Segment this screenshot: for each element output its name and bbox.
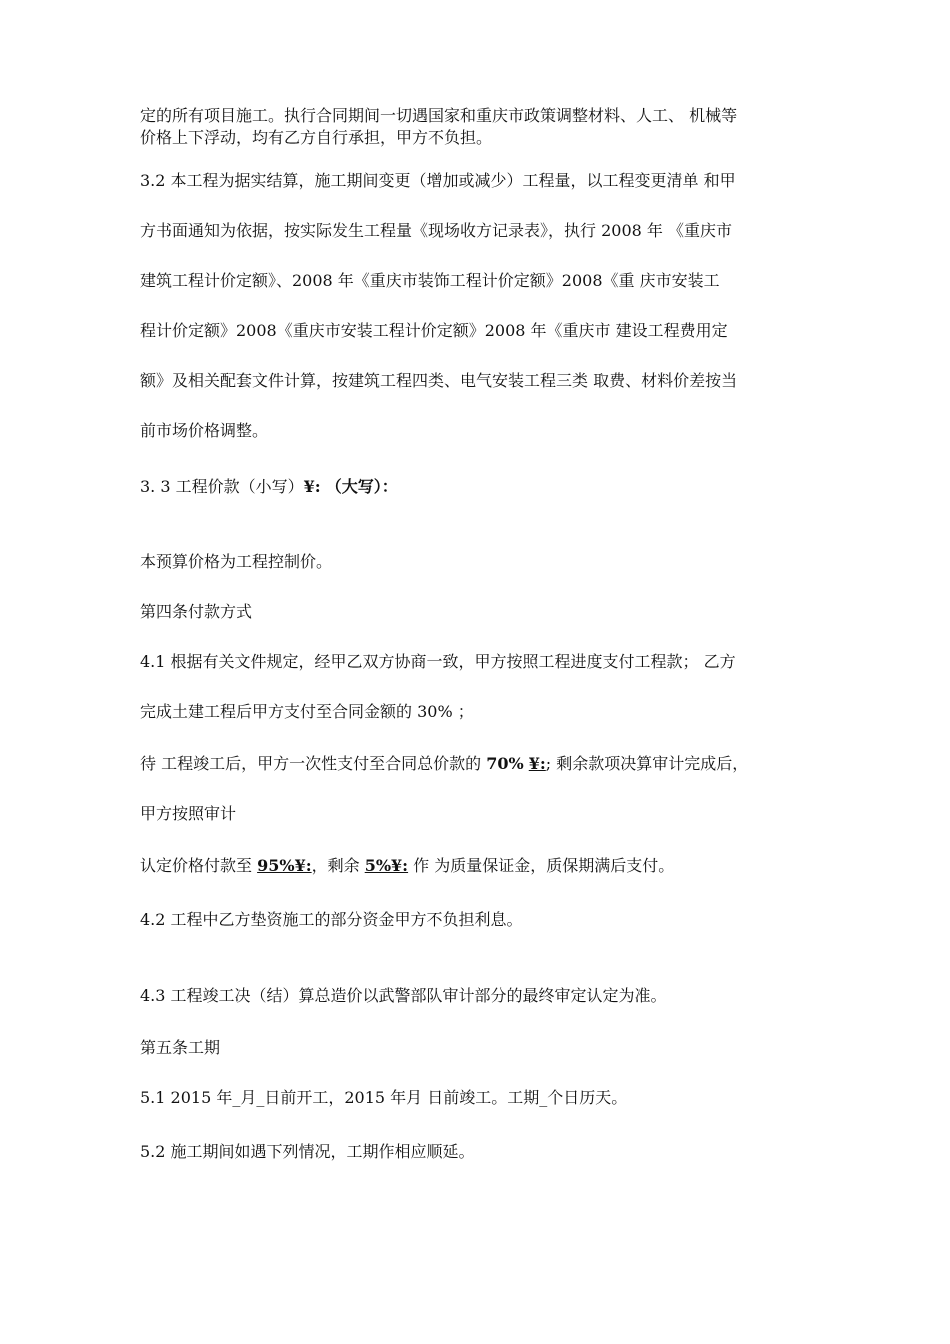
clause-3-2-line: 3.2 本工程为据实结算，施工期间变更（增加或减少）工程量，以工程变更清单 和甲 [140, 171, 736, 190]
paragraph-line: 定的所有项目施工。执行合同期间一切遇国家和重庆市政策调整材料、人工、 机械等 [140, 106, 738, 125]
settle-pct-95: 95%¥: [257, 856, 312, 875]
settle-pct-5: 5%¥: [364, 856, 409, 875]
settlement-line [140, 855, 674, 877]
paragraph-line: 额》及相关配套文件计算，按建筑工程四类、电气安装工程三类 取费、材料价差按当 [140, 371, 738, 390]
section-title-payment: 第四条付款方式 [140, 602, 253, 621]
payment-amount: ¥: [528, 754, 546, 773]
section-title-schedule: 第五条工期 [140, 1038, 221, 1057]
settle-prefix: 认定价格付款至 [140, 856, 258, 875]
paragraph-line: 建筑工程计价定额》、2008 年《重庆市装饰工程计价定额》2008《重 庆市安装工 [140, 271, 720, 290]
settle-mid: ，剩余 [311, 856, 365, 875]
clause-5-2-line: 5.2 施工期间如遇下列情况，工期作相应顺延。 [140, 1142, 475, 1161]
paragraph-line: 前市场价格调整。 [140, 421, 269, 440]
paragraph-line: 完成土建工程后甲方支付至合同金额的 30% ； [140, 702, 474, 721]
clause-3-3-price-line [140, 476, 398, 498]
clause-4-3-line: 4.3 工程竣工决（结）算总造价以武警部队审计部分的最终审定认定为准。 [140, 986, 667, 1005]
payment-suffix: ; 剩余款项决算审计完成后， [545, 754, 749, 773]
paragraph-line: 方书面通知为依据，按实际发生工程量《现场收方记录表》，执行 2008 年 《重庆市 [140, 221, 732, 240]
paragraph-line: 价格上下浮动，均有乙方自行承担，甲方不负担。 [140, 128, 493, 147]
paragraph-line: 甲方按照审计 [140, 804, 237, 823]
paragraph-line: 本预算价格为工程控制价。 [140, 552, 333, 571]
clause-5-1-line: 5.1 2015 年_月_日前开工，2015 年月 日前竣工。工期_个日历天。 [140, 1088, 628, 1107]
payment-percent: 70% [486, 754, 524, 773]
clause-4-2-line: 4.2 工程中乙方垫资施工的部分资金甲方不负担利息。 [140, 910, 523, 929]
payment-prefix: 待 工程竣工后，甲方一次性支付至合同总价款的 [140, 754, 487, 773]
paragraph-line: 程计价定额》2008《重庆市安装工程计价定额》2008 年《重庆市 建设工程费用定 [140, 321, 728, 340]
price-big-label: （大写）： [325, 477, 398, 496]
settle-suffix: 作 为质量保证金，质保期满后支付。 [408, 856, 675, 875]
payment-line [140, 753, 748, 775]
price-prefix: 3. 3 工程价款（小写） [140, 477, 304, 496]
clause-4-1-line: 4.1 根据有关文件规定，经甲乙双方协商一致，甲方按照工程进度支付工程款； 乙方 [140, 652, 736, 671]
price-small-value: ¥: [303, 477, 321, 496]
